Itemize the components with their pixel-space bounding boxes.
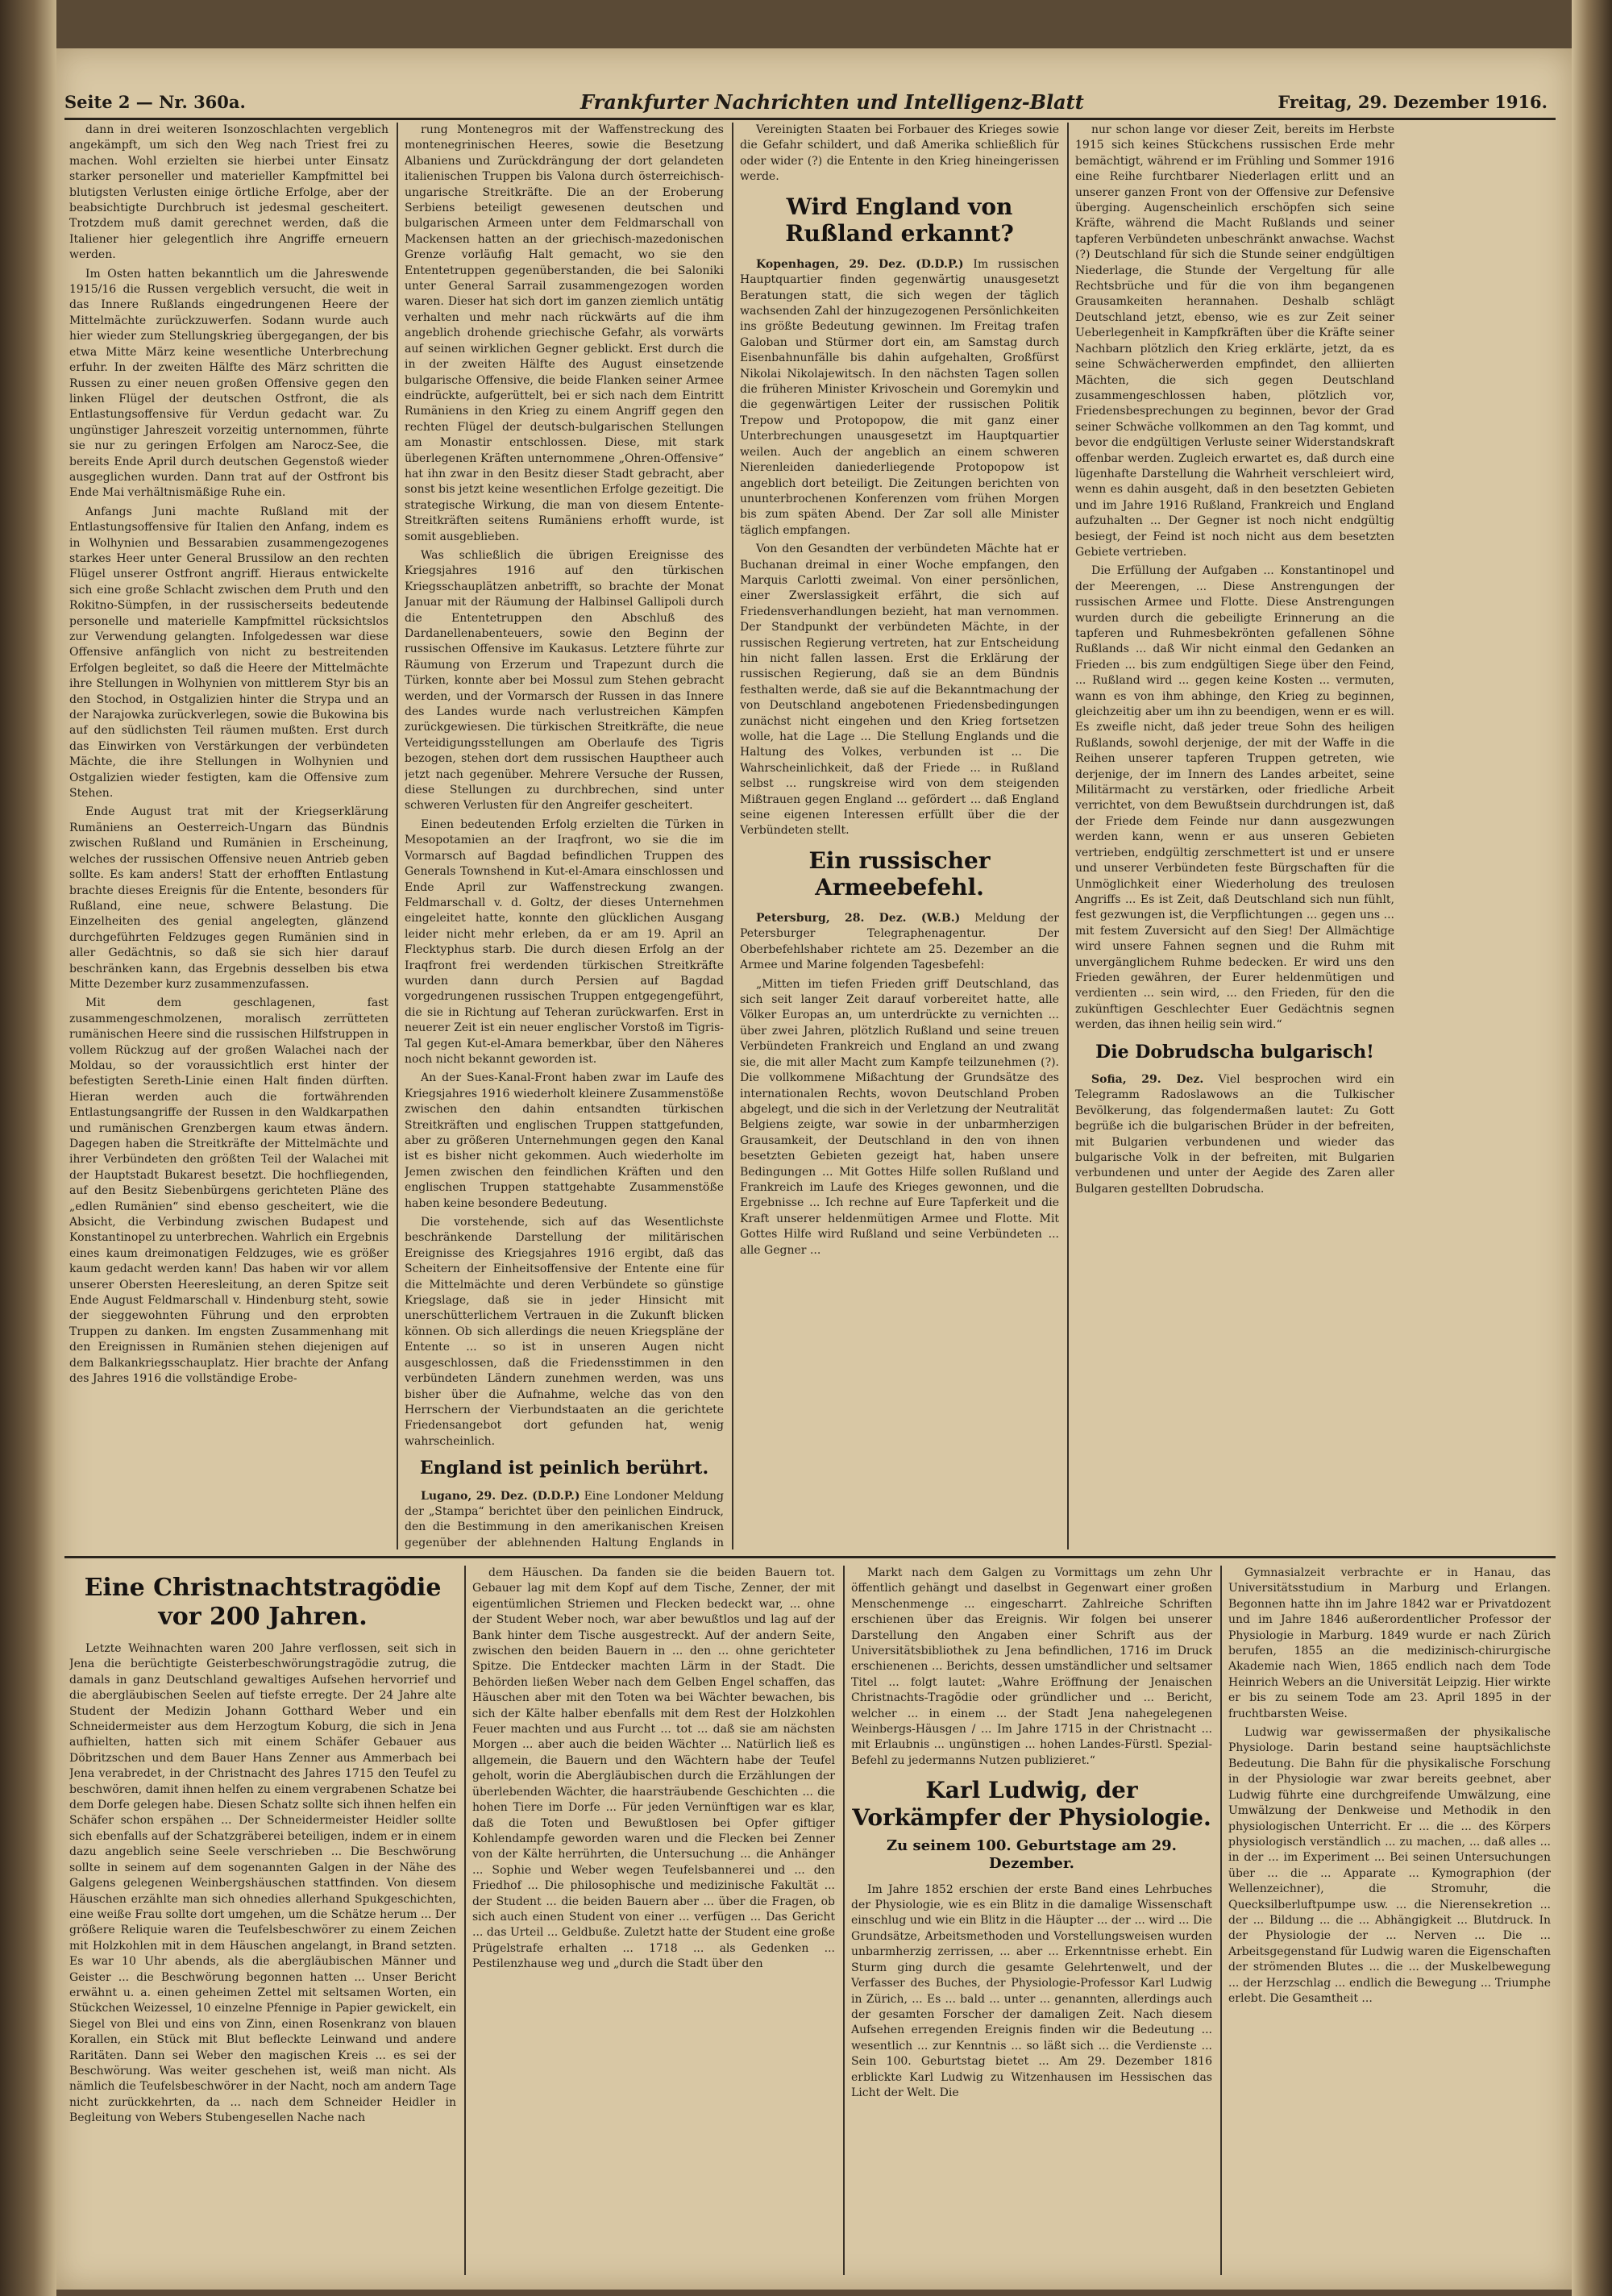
- paragraph: Mit dem geschlagenen, fast zusammengeschmolzenen, moralisch zerrütteten rumänischen Heere sind die russischen Hilfstruppen in vollem Rückzug auf der großen Walachei nach der Moldau, so der voraussichtlich erst hinter der befestigten Sereth-Linie einen Halt finden dürften. Hieran werden auch die fortwährenden Entlastungsangriffe der Russen in den Waldkarpathen und rumänischen Grenzbergen kaum etwas ändern. Dagegen haben die Streitkräfte der Mittelmächte und ihrer Verbündeten den größten Teil der Walachei mit der Hauptstadt Bukarest besetzt. Die hochfliegenden, auf den Besitz Siebenbürgens gerichteten Pläne des „edlen Rumänien“ sind ebenso gescheitert, wie die Absicht, die Verbindung zwischen Budapest und Konstantinopel zu unterbrechen. Wahrlich ein Ergebnis eines kaum dreimonatigen Feldzuges, wie es größer kaum gedacht werden kann! Das haben wir vor allem unserer Obersten Heeresleitung, an deren Spitze seit Ende August Feldmarschall v. Hindenburg steht, sowie der sieggewohnten Führung und den erprobten Truppen zu danken. Im engsten Zusammenhang mit den Ereignissen in Rumänien stehen diejenigen auf dem Balkankriegsschauplatz. Hier brachte der Anfang des Jahres 1916 die vollständige Erobe-: [69, 996, 388, 1386]
- paragraph: [740, 911, 1059, 974]
- book-binding-edge: [0, 0, 56, 2296]
- paragraph: [740, 257, 1059, 539]
- subheadline-karl-ludwig: Zu seinem 100. Geburtstage am 29. Dezember.: [887, 1837, 1177, 1873]
- paragraph: dem Häuschen. Da fanden sie die beiden Bauern tot. Gebauer lag mit dem Kopf auf dem Tische, Zenner, der mit eigentümlichen Striemen und Flecken bedeckt war, ... ohne der Student Weber noch, war aber bewußtlos und lag auf der Bank hinter dem Tische ausgestreckt. Auf der andern Seite, zwischen den beiden Bauern in ... den ... ohne gerichteter Spitze. Die Entdecker machten Lärm in der Stadt. Die Behörden ließen Weber nach dem Gelben Engel schaffen, das Häuschen aber mit den Toten wa bei Wächter bewachen, bis sich der Kälte halber ebenfalls mit dem Rest der Holzkohlen Feuer machten und aus Furcht ... tot ... daß sie am nächsten Morgen ... aber auch die beiden Wächter ... Natürlich ließ es allgemein, die Bauern und den Wächtern habe der Teufel geholt, worin die Abergläubischen durch die Erzählungen der überlebenden Wächter, die haarsträubende Geschichten ... die hohen Tiere im Dorfe ... Für jeden Vernünftigen war es klar, daß die Toten und Bewußtlosen bei Opfer giftiger Kohlendampfe geworden waren und die Flecken bei Zenner von der Kälte herrührten, die Untersuchung ... die Anhänger ... Sophie und Weber wegen Teufelsbannerei und ... den Friedhof ... Die philosophische und medizinische Fakultät ... der Student ... die beiden Bauern aber ... über die Fragen, ob sich auch einen Student von einer ... verfügen ... Das Gericht ... das Urteil ... Geldbuße. Zuletzt hatte der Student eine große Prügelstrafe erhalten ... 1718 ... als Gedenken ... Pestilenzhause weg und „durch die Stadt über den: [472, 1566, 835, 1971]
- paragraph: An der Sues-Kanal-Front haben zwar im Laufe des Kriegsjahres 1916 wiederholt kleinere Zusammenstöße zwischen den dahin entsandten türkischen Streitkräften und englischen Truppen stattgefunden, aber zu größeren Unternehmungen gegen den Kanal ist es bisher nicht gekommen. Auch wiederholte im Jemen zwischen den feindlichen Kräften und den englischen Truppen stattgehabte Zusammenstöße haben keine besondere Bedeutung.: [405, 1071, 724, 1210]
- feuilleton-column-4: [1228, 1566, 1551, 2275]
- paragraph: „Mitten im tiefen Frieden griff Deutschland, das sich seit langer Zeit darauf vorbereitet hatte, alle Völker Europas an, um unterdrückte zu vernichten ... über zwei Jahren, plötzlich Rußland und seine treuen Verbündeten Frankreich und England an und zwang sie, die mit aller Macht zum Kampfe teilzunehmen (?). Die vollkommene Mißachtung der Grundsätze des internationalen Rechts, wovon Deutschland Proben abgelegt, und die sich in der Verletzung der Neutralität Belgiens zeigte, war sowie in der unbarmherzigen Grausamkeit, der Deutschland in den von ihnen besetzten Gebieten gezeigt hat, haben unsere Bedingungen ... Mit Gottes Hilfe sollen Rußland und Frankreich im Laufe des Krieges gewonnen, und die Ergebnisse ... Ich rechne auf Eure Tapferkeit und die Kraft unserer heldenmütigen Armee und Flotte. Mit Gottes Hilfe wird Rußland und seine Verbündeten ... alle Gegner ...: [740, 977, 1059, 1257]
- paragraph: Im Osten hatten bekanntlich um die Jahreswende 1915/16 die Russen vergeblich versucht, die weit in das Innere Rußlands eingedrungenen Heere der Mittelmächte zurückzuwerfen. Sodann wurde auch hier wieder zum Stellungskrieg übergegangen, der bis etwa Mitte März keine wesentliche Unterbrechung erfuhr. In der zweiten Hälfte des März schritten die Russen zu einer neuen großen Offensive gegen den linken Flügel der deutschen Ostfront, die als Entlastungsoffensive für Verdun gedacht war. Zu ungünstiger Jahreszeit vorzeitig unternommen, führte sie nur zu geringen Erfolgen am Narocz-See, die bereits Ende April durch deutschen Gegenstoß wieder ausgeglichen wurden. Dann trat auf der Ostfront bis Ende Mai verhältnismäßige Ruhe ein.: [69, 267, 388, 500]
- article-column-3: [740, 123, 1059, 1549]
- column-divider: [843, 1566, 845, 2275]
- page-number: Seite 2 — Nr. 360a.: [64, 92, 246, 112]
- paragraph-text: Eine Londoner Meldung der „Stampa“ berichtet über den peinlichen Eindruck, den die Bestimmung in den amerikanischen Kreisen gegenüber der ablehnenden Haltung Englands in: [405, 1489, 724, 1549]
- paragraph: Ende August trat mit der Kriegserklärung Rumäniens an Oesterreich-Ungarn das Bündnis zwischen Rußland und Rumänien in Erscheinung, welches der russischen Offensive neuen Antrieb geben sollte. Es kam anders! Statt der erhofften Entlastung brachte dieses Ereignis für die Entente, besonders für Rußland, eine neue, schwere Belastung. Die Einzelheiten des genial angelegten, glänzend durchgeführten Feldzuges gegen Rumänien sind in aller Gedächtnis, so daß sie sich hier darauf beschränken kann, das Ergebnis desselben bis etwa Mitte Dezember kurz zusammenzufassen.: [69, 805, 388, 991]
- article-column-1: [69, 123, 388, 1549]
- headline-dobrudja: Die Dobrudscha bulgarisch!: [1095, 1041, 1374, 1063]
- paragraph: Die Erfüllung der Aufgaben ... Konstantinopel und der Meerengen, ... Diese Anstrengungen der russischen Armee und Flotte. Diese Anstrengungen wurden durch die gebeiligte Erinnerung an die tapferen und Ruhmesbekrönten gefallenen Söhne Rußlands ... daß Wir nicht einmal den Gedanken an Frieden ... bis zum endgültigen Siege über den Feind, ... Rußland wird ... gegen keine Kosten ... vermuten, wann es von ihm abhinge, den Krieg zu beginnen, gleichzeitig aber um ihn zu beendigen, wenn er es will. Es zweifle nicht, daß jeder treue Sohn des heiligen Rußlands, sowohl derjenige, der mit der Waffe in die Reihen unserer tapferen Truppen getreten, wie derjenige, der im Innern des Landes arbeitet, seine Militärmacht zu verstärken, oder friedliche Arbeit verrichtet, von dem Bewußtsein durchdrungen ist, daß der Friede dem Feinde nur dann ausgezwungen werden kann, wenn er aus unseren Gebieten vertrieben, endgültig zerschmettert ist und er unsere und unserer Verbündeten feste Bürgschaften für die Unmöglichkeit einer Wiederholung des treulosen Angriffs ... Es ist Zeit, daß Deutschland sich nun fühlt, fest gezwungen ist, die Verpflichtungen ... gegen uns ... mit festem Zuversicht auf den Sieg! Der Allmächtige wird unsere Fahnen segnen und die Ruhm mit unvergänglichem Ruhme bedecken. Er wird uns den Frieden gewähren, der Eurer heldenmütigen und verdienten ... sein wird, ... den Frieden, für den die zukünftigen Geschlechter Euer Gedächtnis segnen werden, das ihnen heilig sein wird.“: [1075, 564, 1394, 1032]
- column-divider: [1220, 1566, 1222, 2275]
- headline-russian-army-order: Ein russischer Armeebefehl.: [808, 846, 991, 901]
- paragraph: Letzte Weihnachten waren 200 Jahre verflossen, seit sich in Jena die berüchtigte Geisterbeschwörungstragödie zutrug, die damals in ganz Deutschland gewaltiges Aufsehen hervorrief und die abergläubischen Seelen auf tiefste erregte. Der 24 Jahre alte Student der Medizin Johann Gotthard Weber und ein Schneidermeister aus dem Herzogtum Koburg, die sich in Jena aufhielten, hatten sich mit einem Schäfer Gebauer aus Döbritzschen und dem Bauer Hans Zenner aus Ammerbach bei Jena verabredet, in der Christnacht des Jahres 1715 den Teufel zu beschwören, damit ihnen helfen zu einem vergrabenen Schatze bei dem Dorfe gelegen habe. Diesen Schatz sollte sich ihnen helfen ein Schäfer schon erspähen ... Der Schneidermeister Heidler sollte sich ebenfalls auf der Schatzgräberei beteiligen, indem er in einem dazu angeblich seine Seele verschrieben ... Die Beschwörung sollte in seinem auf dem sogenannten Galgen in der Nähe des Galgens gelegenen Weinbergshäuschen stattfinden. Von diesem Häuschen erzählte man sich ohnedies allerhand Spukgeschichten, eine weiße Frau sollte dort umgehen, um die Schätze herum ... Der größere Reliquie waren die Teufelsbeschwörer zu einem Zeichen mit Holzkohlen mit in dem Häuschen angelangt, in Brand setzten. Es war 10 Uhr abends, als die abergläubischen Männer und Geister ... die Beschwörung begonnen hatten ... Unser Bericht erwähnt u. a. einen geheimen Zettel mit seltsamen Worten, ein Stückchen Weizessel, 10 einzelne Pfennige in Papier gewickelt, ein Siegel von Blei und eins von Zinn, einen Rosenkranz von blauen Korallen, ein Stück mit Blut befleckte Leinwand und andere Raritäten. Dann sei Weber den magischen Kreis ... es sei der Beschwörung. Was weiter geschehen ist, weiß man nicht. Als nämlich die Teufelsbeschwörer in der Nacht, noch am andern Tage nicht zurückkehrten, da ... nach dem Schneider Heidler in Begleitung von Webers Stubengesellen Nache nach: [69, 1642, 456, 2125]
- headline-karl-ludwig: Karl Ludwig, der Vorkämpfer der Physiologie.: [852, 1777, 1211, 1831]
- feuilleton-column-2: [472, 1566, 835, 2275]
- column-divider: [1067, 123, 1069, 1549]
- column-divider: [397, 123, 398, 1549]
- headline-england-embarrassed: England ist peinlich berührt.: [419, 1458, 709, 1479]
- column-divider: [732, 123, 733, 1549]
- paragraph: rung Montenegros mit der Waffenstreckung des montenegrinischen Heeres, sowie die Besetzung Albaniens und Zurückdrängung der dort gelandeten italienischen Truppen bis Valona durch österreichisch-ungarische Streitkräfte. Die an der Eroberung Serbiens beteiligt gewesenen deutschen und bulgarischen Armeen unter dem Feldmarschall von Mackensen hatten an der griechisch-mazedonischen Grenze vorläufig Halt gemacht, wo sie den Ententetruppen gegenüberstanden, die bei Saloniki unter General Sarrail zusammengezogen worden waren. Dieser hat sich dort im ganzen ziemlich untätig verhalten und mehr nach rückwärts auf die ihm angeblich drohende griechische Gefahr, als vorwärts auf seinen wirklichen Gegner geblickt. Erst durch die in der zweiten Hälfte des August einsetzende bulgarische Offensive, die beide Flanken seiner Armee eindrückte, aufgerüttelt, bei er sich nach dem Eintritt Rumäniens in den Krieg zu einem Angriff gegen den rechten Flügel der deutsch-bulgarischen Stellungen am Monastir entschlossen. Diese, mit stark überlegenen Kräften unternommene „Ohren-Offensive“ hat ihn zwar in den Besitz dieser Stadt gebracht, aber sonst bis jetzt keine wesentlichen Erfolge gezeitigt. Die strategische Wirkung, die man von diesem Entente-Streitkräften seitens Rumäniens erhofft wurde, ist somit ausgeblieben.: [405, 123, 724, 543]
- feuilleton-column-3: [851, 1566, 1212, 2275]
- next-page-edge: [1572, 0, 1612, 2296]
- article-column-4: [1075, 123, 1394, 1549]
- paragraph: Ludwig war gewissermaßen der physikalische Physiologe. Darin bestand seine hauptsächlichste Bedeutung. Die Bahn für die physikalische Forschung in der Physiologie war zwar bereits geebnet, aber Ludwig führte eine durchgreifende Umwälzung, eine Umwälzung der Denkweise und Methodik in den physiologischen Unterricht. Er ... die ... des Körpers physiologisch verständlich ... zu machen, ... daß alles ... in der ... im Experiment ... Bei seinen Untersuchungen über ... die ... Apparate ... Kymographion (der Wellenzeichner), die Stromuhr, die Quecksilberluftpumpe usw. ... die Nierensekretion ... der ... Bildung ... die ... Abhängigkeit ... Blutdruck. In der Physiologie der ... Nerven ... Die ... Arbeitsgegenstand für Ludwig waren die Eigenschaften der strömenden Blutes ... die ... der Muskelbewegung ... der Herzschlag ... endlich die Bewegung ... Triumphe erlebt. Die Gesamtheit ...: [1228, 1726, 1551, 2005]
- dateline: Kopenhagen, 29. Dez. (D.D.P.): [756, 257, 964, 271]
- paragraph: Die vorstehende, sich auf das Wesentlichste beschränkende Darstellung der militärischen Ereignisse des Kriegsjahres 1916 ergibt, daß das Scheitern der Einheitsoffensive der Entente eine für die Mittelmächte und deren Verbündete so günstige Kriegslage, daß sie in jeder Hinsicht mit unerschütterlichem Vertrauen in die Zukunft blicken können. Ob sich allerdings die neuen Kriegspläne der Entente ... so ist in unseren Augen nicht ausgeschlossen, daß die Friedensstimmen in den verbündeten Ländern zunehmen werden, was uns bisher über die Aufnahme, welche das von den Herrschern der Vierbundstaaten an die gerichtete Friedensangebot dort gefunden hat, wenig wahrscheinlich.: [405, 1216, 724, 1448]
- paragraph-text: Im russischen Hauptquartier finden gegenwärtig unausgesetzt Beratungen statt, die sich wegen der täglich wachsenden Zahl der hinzugezogenen Persönlichkeiten ins größte Bedeutung gewinnen. Im Freitag trafen Galoban und Stürmer dort ein, am Samstag durch Eisenbahnunfälle bis dahin aufgehalten, Großfürst Nikolai Nikolajewitsch. In den nächsten Tagen sollen die früheren Minister Krivoschein und Goremykin und die gegenwärtigen Leiter der russischen Politik Trepow und Protopopow, die mit ganz einer Unterbrechungen unausgesetzt im Hauptquartier weilen. Auch der angeblich an einem schweren Nierenleiden daniederliegende Protopopow ist angeblich dort beteiligt. Die Zeitungen berichten von ununterbrochenen Konferenzen vom frühen Morgen bis zum späten Abend. Der Zar soll alle Minister täglich empfangen.: [740, 257, 1059, 537]
- paragraph: Vereinigten Staaten bei Forbauer des Krieges sowie die Gefahr schildert, und daß Amerika schließlich für oder wider (?) die Entente in den Krieg hineingerissen werde.: [740, 123, 1059, 184]
- article-column-2: [405, 123, 724, 1549]
- dateline: Petersburg, 28. Dez. (W.B.): [756, 912, 961, 925]
- paragraph: Von den Gesandten der verbündeten Mächte hat er Buchanan dreimal in einer Woche empfangen, den Marquis Carlotti zweimal. Von einer persönlichen, einer Zwerslassigkeit erfährt, die sich auf Friedensverhandlungen bezieht, hat man vernommen. Der Standpunkt der verbündeten Mächte, in der russischen Regierung vertreten, hat zur Entscheidung hin nicht fallen lassen. Erst die Erklärung der russischen Regierung, daß sie an dem Bündnis festhalten werde, daß sie auf die Bekanntmachung der von Deutschland angebotenen Friedensbedingungen zunächst nicht eingehen und den Krieg fortsetzen wolle, hat die Lage ... Die Stellung Englands und die Haltung des Volkes, verbunden ist ... Die Wahrscheinlichkeit, daß der Friede ... in Rußland selbst ... rungskreise wird von dem steigenden Mißtrauen gegen England ... gefördert ... daß England seine eigenen Interessen erfüllt über die der Verbündeten stellt.: [740, 543, 1059, 838]
- headline-christmas-tragedy: Eine Christnachtstragödie vor 200 Jahren.: [84, 1574, 442, 1631]
- paragraph: Was schließlich die übrigen Ereignisse des Kriegsjahres 1916 auf den türkischen Kriegsschauplätzen anbetrifft, so brachte der Monat Januar mit der Räumung der Halbinsel Gallipoli durch die Ententetruppen den Abschluß des Dardanellenabenteuers, sowie den Beginn der russischen Offensive im Kaukasus. Letztere führte zur Räumung von Erzerum und Trapezunt durch die Türken, konnte aber bei Mossul zum Stehen gebracht werden, und der Vormarsch der Russen in das Innere des Landes wurde nach verlustreichen Kämpfen zurückgewiesen. Die türkischen Streitkräfte, die neue Verteidigungsstellungen am Oberlaufe des Tigris bezogen, stehen dort dem russischen Hauptheer auch jetzt nach gegenüber. Mehrere Versuche der Russen, diese Stellungen zu durchbrechen, sind unter schweren Verlusten für den Angreifer gescheitert.: [405, 548, 724, 813]
- headline-england-russia: Wird England von Rußland erkannt?: [785, 193, 1014, 247]
- paragraph-text: Viel besprochen wird ein Telegramm Radoslawows an die Tulkischer Bevölkerung, das folgendermaßen lautet: Zu Gott begrüße ich die bulgarischen Brüder in der befreiten, mit Bulgarien verbundenen und wieder das bulgarische Volk in der befreiten, mit Bulgarien verbundenen und unter der Aegide des Zaren aller Bulgaren gestellten Dobrudscha.: [1075, 1072, 1394, 1196]
- paragraph-text: Meldung der Petersburger Telegraphenagentur. Der Oberbefehlshaber richtete am 25. Dezember an die Armee und Marine folgenden Tagesbefehl:: [740, 912, 1059, 972]
- section-divider: [64, 1556, 1556, 1558]
- paragraph: [405, 1489, 724, 1549]
- paragraph: dann in drei weiteren Isonzoschlachten vergeblich angekämpft, um sich den Weg nach Triest frei zu machen. Wohl erzielten sie hierbei unter Einsatz starker personeller und materieller Kampfmittel bei blutigsten Verlusten einige örtliche Erfolge, aber der beabsichtigte Durchbruch ist jedesmal gescheitert. Trotzdem muß damit gerechnet werden, daß die Italiener hier gelegentlich ihre Angriffe erneuern werden.: [69, 123, 388, 262]
- feuilleton-column-1: [69, 1566, 456, 2275]
- newspaper-title: Frankfurter Nachrichten und Intelligenz-Blatt: [580, 90, 1084, 114]
- masthead: [64, 89, 1556, 120]
- paragraph: Gymnasialzeit verbrachte er in Hanau, das Universitätsstudium in Marburg und Erlangen. Begonnen hatte ihn im Jahre 1842 war er Privatdozent und im Jahre 1846 außerordentlicher Professor der Physiologie in Marburg. 1849 wurde er nach Zürich berufen, 1855 an die medizinisch-chirurgische Akademie nach Wien, 1865 endlich nach dem Tode Heinrich Webers an die Universität Leipzig. Hier wirkte er bis zu seinem Tode am 23. April 1895 in der fruchtbarsten Weise.: [1228, 1566, 1551, 1720]
- paragraph: nur schon lange vor dieser Zeit, bereits im Herbste 1915 sich keines Stückchens russischen Erde mehr bemächtigt, während er im Frühling und Sommer 1916 eine Reihe furchtbarer Niederlagen erlitt und an unserer ganzen Front von der Offensive zur Defensive überging. Augenscheinlich erschöpfen sich seine Kräfte, während die Macht Rußlands und seiner tapferen Verbündeten unbeschränkt anwachse. Wachst (?) Deutschland für sich die Stunde seiner endgültigen Niederlage, die Stunde der Vergeltung für alle Rechtsbrüche und für die von ihm begangenen Grausamkeiten herannahen. Deshalb schlägt Deutschland jetzt, ebenso, wie es zur Zeit seiner Ueberlegenheit in Kampfkräften über die Kräfte seiner Nachbarn plötzlich den Krieg erklärte, jetzt, da es seine Schwächerwerden empfindet, den alliierten Mächten, die sich gegen Deutschland zusammengeschlossen haben, plötzlich vor, Friedensbesprechungen zu beginnen, bevor der Grad seiner Schwäche vollkommen an den Tag kommt, und bevor die endgültigen Verluste seiner Widerstandskraft offenbar werden. Zugleich erwartet es, daß durch eine lügenhafte Darstellung die Wahrheit verschleiert wird, wenn es dahin ausgeht, daß in den besetzten Gebieten und im Jahre 1916 Rußland, Frankreich und England aufzuhalten ... Der Gegner ist noch nicht endgültig besiegt, der Feind ist noch nicht aus dem besetzten Gebiete vertrieben.: [1075, 123, 1394, 559]
- dateline: Sofia, 29. Dez.: [1091, 1072, 1204, 1086]
- paragraph: Anfangs Juni machte Rußland mit der Entlastungsoffensive für Italien den Anfang, indem es in Wolhynien und Bessarabien zusammengezogenes starkes Heer unter General Brussilow an den rechten Flügel unserer Ostfront angriff. Hieraus entwickelte sich eine große Schlacht zwischen dem Pruth und den Rokitno-Sümpfen, in der russischerseits bedeutende personelle und materielle Kampfmittel rücksichtslos zur Verwendung gelangten. Infolgedessen war diese Offensive anfänglich von nicht zu bestreitenden Erfolgen begleitet, so daß die Heere der Mittelmächte ihre Stellungen in Wolhynien von mittlerem Styr bis an den Stochod, in Ostgalizien hinter die Strypa und an der Narajowka zurückverlegen, sowie die Bukowina bis auf den südlichsten Teil räumen mußten. Erst durch das Einwirken von Verstärkungen der verbündeten Mächte, die ihre Stellungen in Wolhynien und Ostgalizien wieder festigten, kam die Offensive zum Stehen.: [69, 505, 388, 801]
- paragraph: Im Jahre 1852 erschien der erste Band eines Lehrbuches der Physiologie, wie es ein Blitz in die damalige Wissenschaft einschlug und wie ein Blitz in die Häupter ... der ... wird ... Die Grundsätze, Arbeitsmethoden und Vorstellungsweisen wurden unbarmherzig zerrissen, ... aber ... Erkenntnisse erhebt. Ein Sturm ging durch die gesamte Gelehrtenwelt, und der Verfasser des Buches, der Physiologie-Professor Karl Ludwig in Zürich, ... Es ... bald ... unter ... genannten, allerdings auch der gesamten Forscher der damaligen Zeit. Nach diesem Aufsehen erregenden Ereignis finden wir die Bedeutung ... wesentlich ... zur Kenntnis ... so läßt sich ... die Verdienste ... Sein 100. Geburtstag bietet ... Am 29. Dezember 1816 erblickte Karl Ludwig zu Witzenhausen im Hessischen das Licht der Welt. Die: [851, 1882, 1212, 2099]
- paragraph: Markt nach dem Galgen zu Vormittags um zehn Uhr öffentlich gehängt und daselbst in Gegenwart einer großen Menschenmenge ... eingescharrt. Zahlreiche Schriften erschienen über das Ereignis. Wir folgen bei unserer Darstellung den Angaben einer Schrift aus der Universitätsbibliothek zu Jena befindlichen, 1716 im Druck erschienenen ... Berichts, dessen umständlicher und seltsamer Titel ... folgt lautet: „Wahre Eröffnung der Jenaischen Christnachts-Tragödie oder gründlicher und ... Bericht, welcher ... in einem ... der Stadt Jena nahegelegenen Weinbergs-Häusgen / ... Im Jahre 1715 in der Christnacht ... mit Erlaubnis ... ungünstigen ... hohen Landes-Fürstl. Spezial-Befehl zu jedermanns Nutzen publizieret.“: [851, 1566, 1212, 1767]
- dateline: Lugano, 29. Dez. (D.D.P.): [421, 1489, 580, 1503]
- paragraph: [1075, 1072, 1394, 1197]
- issue-date: Freitag, 29. Dezember 1916.: [1278, 92, 1548, 112]
- paragraph: Einen bedeutenden Erfolg erzielten die Türken in Mesopotamien an der Iraqfront, wo sie die im Vormarsch auf Bagdad befindlichen Truppen des Generals Townshend in Kut-el-Amara einschlossen und Ende April zur Waffenstreckung zwangen. Feldmarschall v. d. Goltz, der dieses Unternehmen eingeleitet hatte, konnte den glücklichen Ausgang leider nicht mehr erleben, da er am 19. April an Flecktyphus starb. Die durch diesen Erfolg an der Iraqfront frei werdenden türkischen Streitkräfte wurden dann durch Persien auf Bagdad vorgedrungenen russischen Truppen entgegengeführt, die sie in Richtung auf Teheran zurückwarfen. Erst in neuerer Zeit ist ein neuer englischer Vorstoß im Tigris-Tal gegen Kut-el-Amara bemerkbar, über den Näheres noch nicht bekannt geworden ist.: [405, 817, 724, 1066]
- column-divider: [464, 1566, 466, 2275]
